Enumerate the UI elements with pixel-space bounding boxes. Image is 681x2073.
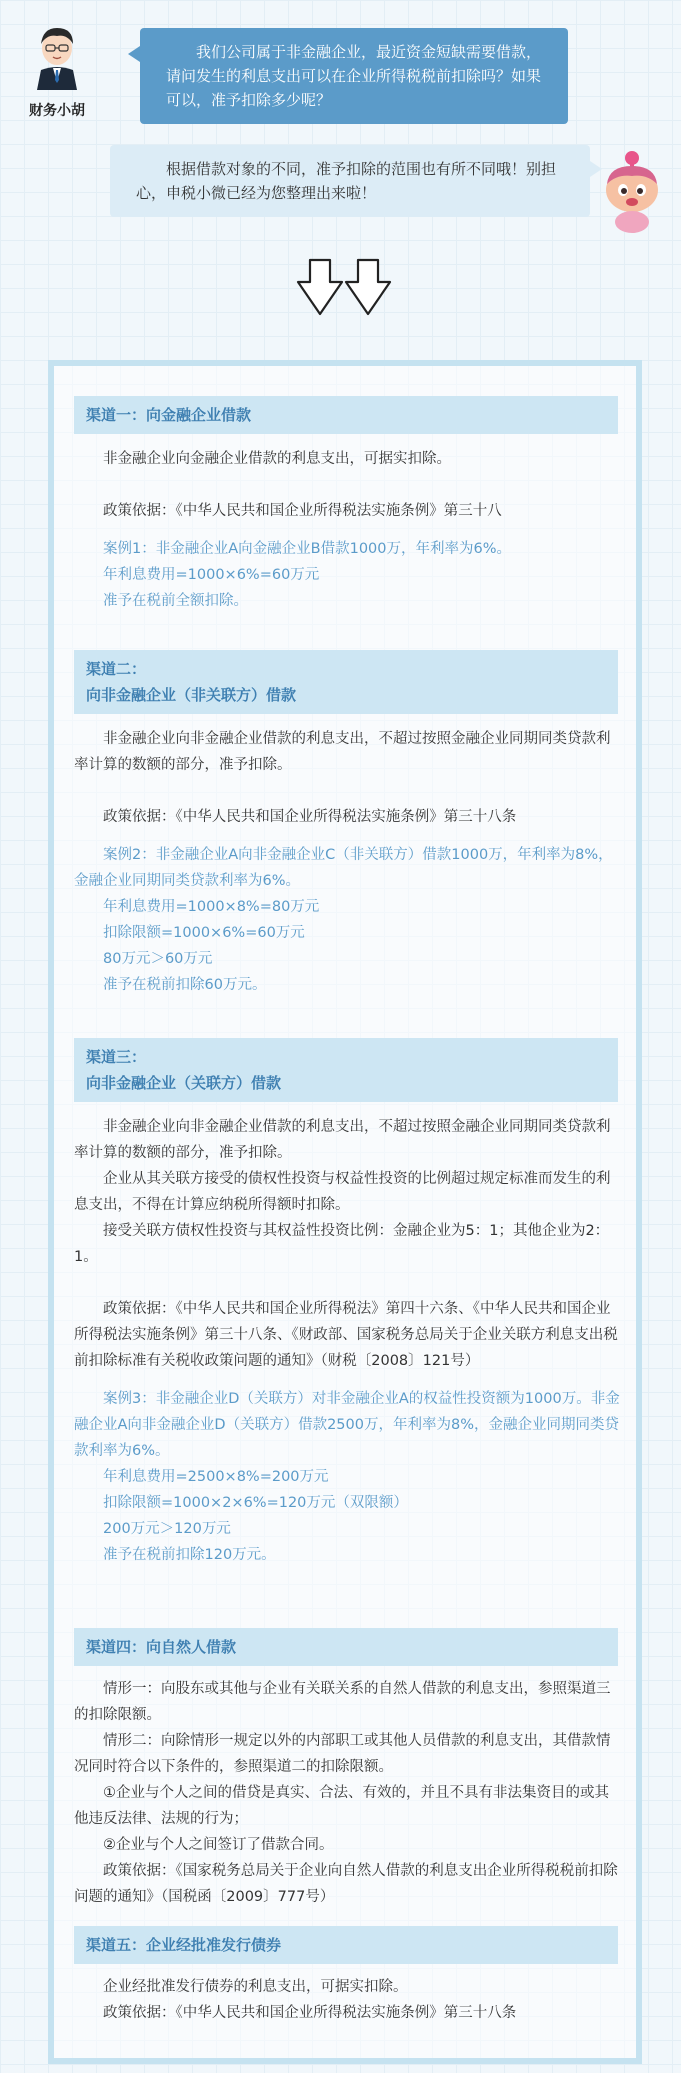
section-channel-3	[74, 1038, 622, 1568]
section-body: 企业经批准发行债券的利息支出，可据实扣除。	[103, 1979, 408, 1995]
section-body: 非金融企业向非金融企业借款的利息支出，不超过按照金融企业同期同类贷款利率计算的数额的部分，准予扣除。	[74, 731, 611, 773]
case-line: 年利息费用=1000×6%=60万元	[103, 567, 320, 583]
section-body: 情形一：向股东或其他与企业有关联关系的自然人借款的利息支出，参照渠道三的扣除限额。	[74, 1681, 611, 1723]
case-line: 扣除限额=1000×6%=60万元	[103, 925, 305, 941]
case-line: 年利息费用=2500×8%=200万元	[103, 1469, 329, 1485]
cartoon-accountant-avatar-icon	[27, 20, 87, 92]
section-body: ①企业与个人之间的借贷是真实、合法、有效的，并且不具有非法集资目的或其他违反法律、法规的行为；	[74, 1785, 609, 1827]
section-title: 渠道四：向自然人借款	[74, 1628, 618, 1666]
section-channel-5	[74, 1926, 622, 2026]
section-channel-4	[74, 1628, 622, 1910]
section-channel-1	[74, 396, 622, 614]
section-title	[74, 1038, 618, 1102]
section-body: 接受关联方债权性投资与其权益性投资比例：金融企业为5：1；其他企业为2：1。	[74, 1223, 610, 1265]
section-body: 非金融企业向非金融企业借款的利息支出，不超过按照金融企业同期同类贷款利率计算的数额的部分，准予扣除。	[74, 1119, 611, 1161]
case-line: 200万元＞120万元	[103, 1521, 231, 1537]
section-body: ②企业与个人之间签订了借款合同。	[103, 1837, 334, 1853]
policy-basis: 政策依据：《中华人民共和国企业所得税法》第四十六条、《中华人民共和国企业所得税法实施条例》第三十八条、《财政部、国家税务总局关于企业关联方利息支出税前扣除标准有关税收政策问题的通知》（财税〔2008〕121号）	[74, 1301, 618, 1369]
cartoon-mascot-avatar-icon	[597, 150, 667, 235]
section-body: 情形二：向除情形一规定以外的内部职工或其他人员借款的利息支出，其借款情况同时符合以下条件的，参照渠道二的扣除限额。	[74, 1733, 611, 1775]
answer-bubble: 根据借款对象的不同，准予扣除的范围也有所不同哦！别担心，申税小微已经为您整理出来啦！	[110, 145, 590, 217]
policy-basis: 政策依据：《国家税务总局关于企业向自然人借款的利息支出企业所得税税前扣除问题的通知》（国税函〔2009〕777号）	[74, 1863, 618, 1905]
section-title-line2: 向非金融企业（关联方）借款	[86, 1074, 282, 1092]
section-title-line2: 向非金融企业（非关联方）借款	[86, 686, 297, 704]
section-title-line1: 渠道二：	[86, 660, 147, 678]
policy-basis: 政策依据：《中华人民共和国企业所得税法实施条例》第三十八	[103, 503, 502, 519]
section-title: 渠道五：企业经批准发行债券	[74, 1926, 618, 1964]
section-channel-2	[74, 650, 622, 998]
policy-basis: 政策依据：《中华人民共和国企业所得税法实施条例》第三十八条	[103, 809, 517, 825]
section-title: 渠道一：向金融企业借款	[74, 396, 618, 434]
section-title	[74, 650, 618, 714]
content-panel	[48, 360, 642, 2064]
question-bubble: 我们公司属于非金融企业，最近资金短缺需要借款，请问发生的利息支出可以在企业所得税税前扣除吗？如果可以，准予扣除多少呢？	[140, 28, 568, 124]
case-line: 扣除限额=1000×2×6%=120万元（双限额）	[103, 1495, 408, 1511]
section-title-line1: 渠道三：	[86, 1048, 147, 1066]
double-down-arrow-icon	[296, 256, 396, 318]
policy-basis: 政策依据：《中华人民共和国企业所得税法实施条例》第三十八条	[103, 2005, 517, 2021]
section-body: 企业从其关联方接受的债权性投资与权益性投资的比例超过规定标准而发生的利息支出，不得在计算应纳税所得额时扣除。	[74, 1171, 611, 1213]
case-line: 准予在税前扣除60万元。	[103, 977, 267, 993]
mascot-avatar	[597, 150, 667, 235]
case-line: 80万元＞60万元	[103, 951, 213, 967]
avatar-name: 财务小胡	[29, 103, 85, 119]
case-intro: 案例2：非金融企业A向非金融企业C（非关联方）借款1000万，年利率为8%，金融企业同期同类贷款利率为6%。	[74, 847, 613, 889]
case-line: 年利息费用=1000×8%=80万元	[103, 899, 320, 915]
section-body: 非金融企业向金融企业借款的利息支出，可据实扣除。	[103, 451, 451, 467]
case-line: 准予在税前全额扣除。	[103, 593, 248, 609]
case-intro: 案例3：非金融企业D（关联方）对非金融企业A的权益性投资额为1000万。非金融企业A向非金融企业D（关联方）借款2500万，年利率为8%，金融企业同期同类贷款利率为6%。	[74, 1391, 620, 1459]
accountant-avatar	[12, 20, 102, 120]
case-line: 准予在税前扣除120万元。	[103, 1547, 276, 1563]
case-line: 案例1：非金融企业A向金融企业B借款1000万，年利率为6%。	[103, 541, 511, 557]
